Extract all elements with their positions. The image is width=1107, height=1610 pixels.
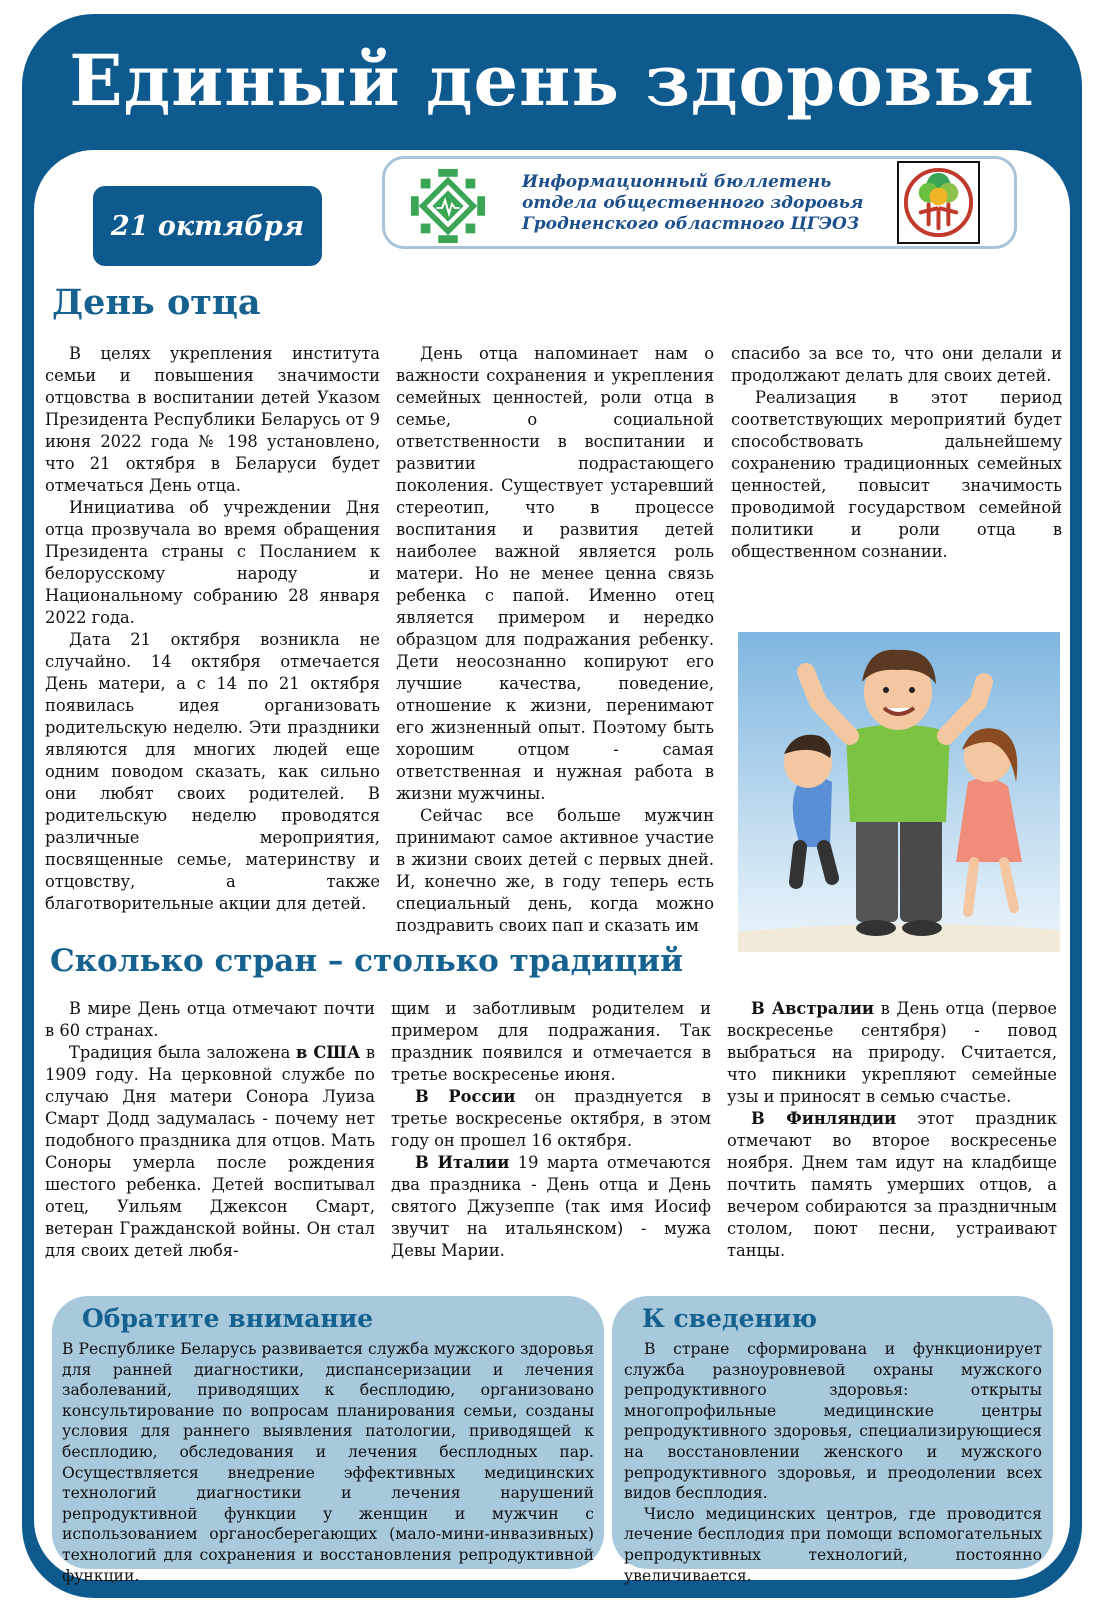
paragraph: Число медицинских центров, где проводится лечение бесплодия при помощи вспомогательных репродуктивных технологий, постоянно увеличивается.	[624, 1504, 1042, 1585]
info-title: К сведению	[642, 1304, 817, 1333]
text-run: 19 марта отмечаются два праздника - День отца и День святого Джузеппе (так имя Иосиф звучит на итальянском) - мужа Девы Марии.	[391, 1153, 711, 1260]
text-column	[45, 343, 380, 915]
belarus-ornament-icon	[409, 167, 487, 245]
info-text	[624, 1339, 1042, 1586]
father-children-illustration	[738, 632, 1060, 952]
text-column	[391, 998, 711, 1262]
attention-title: Обратите внимание	[82, 1304, 374, 1333]
bulletin-text	[522, 172, 863, 235]
bulletin-line: Информационный бюллетень	[522, 172, 832, 192]
paragraph	[391, 1152, 711, 1262]
text-run: в День отца (первое воскресенье сентября) - повод выбраться на природу. Считается, что пикники укрепляют семейные узы и приносят в семью счастье.	[727, 999, 1057, 1106]
country-name: В Финляндии	[751, 1109, 897, 1128]
text-run: он празднуется в третье воскресенье октября, в этом году он прошел 16 октября.	[391, 1087, 711, 1150]
paragraph: Сейчас все больше мужчин принимают самое активное участие в жизни своих детей с первых дней. И, конечно же, в году теперь есть специальный день, когда можно поздравить своих пап и сказать им	[396, 806, 714, 935]
page-title: Единый день здоровья	[69, 39, 1035, 122]
country-name: В России	[415, 1087, 516, 1106]
text-run: этот праздник отмечают во второе воскресенье ноября. Днем там идут на кладбище почтить память умерших отцов, а вечером собираются за праздничным столом, поют песни, устраивают танцы.	[727, 1109, 1057, 1260]
country-name: В Италии	[415, 1153, 510, 1172]
text-column	[45, 998, 375, 1262]
paragraph: Реализация в этот период соответствующих мероприятий будет способствовать дальнейшему сохранению традиционных семейных ценностей, повысит значимость проводимой государством семейной политики и роли отца в общественном сознании.	[731, 388, 1062, 561]
text-column	[396, 343, 714, 937]
date-text: 21 октября	[110, 210, 305, 242]
text-run: Традиция была заложена	[69, 1043, 296, 1062]
paragraph: В мире День отца отмечают почти в 60 странах.	[45, 999, 375, 1040]
paragraph	[391, 1086, 711, 1152]
paragraph	[727, 998, 1057, 1108]
paragraph: В стране сформирована и функционирует служба разноуровневой охраны мужского репродуктивного здоровья: открыты многопрофильные медицинские центры репродуктивного здоровья, специализирующиеся на восстановлении женского и мужского репродуктивного здоровья, и преодолении всех видов бесплодия.	[624, 1340, 1042, 1503]
paragraph: День отца напоминает нам о важности сохранения и укрепления семейных ценностей, роли отца в семье, о социальной ответственности в воспитании и развитии подрастающего поколения. Существует устаревший стереотип, что в процессе воспитания и развития детей наиболее важной является роль матери. Но не менее ценна связь ребенка с папой. Именно отец является примером и нередко образцом для подражания ребенку. Дети неосознанно копируют его лучшие качества, поведение, отношение к жизни, перенимают его жизненный опыт. Поэтому быть хорошим отцом - самая ответственная и нужная работа в жизни мужчины.	[396, 344, 714, 803]
bulletin-line: Гродненского областного ЦГЭОЗ	[522, 214, 860, 234]
bulletin-banner	[382, 156, 1017, 249]
bulletin-line: отдела общественного здоровья	[522, 193, 864, 213]
paragraph: щим и заботливым родителем и примером для подражания. Так праздник появился и отмечается в третье воскресенье июня.	[391, 999, 711, 1084]
info-box	[612, 1296, 1053, 1585]
country-name: В Австралии	[751, 999, 874, 1018]
paragraph: В Республике Беларусь развивается служба мужского здоровья для ранней диагностики, диспансеризации и лечения заболеваний, приводящих к бесплодию, организовано консультирование по вопросам планирования семьи, созданы условия для раннего выявления патологии, приводящей к бесплодию, обследования и лечения бесплодных пар. Осуществляется внедрение эффективных медицинских технологий диагностики и лечения нарушений репродуктивной функции у женщин и мужчин с использованием органосберегающих (мало-мини-инвазивных) технологий для сохранения и восстановления репродуктивной функции.	[62, 1340, 594, 1585]
attention-box	[52, 1296, 604, 1585]
text-column	[731, 343, 1062, 563]
paragraph	[45, 1042, 375, 1262]
paragraph: Дата 21 октября возникла не случайно. 14 октября отмечается День матери, а с 14 по 21 октября появилась идея организовать родительскую неделю. Эти праздники являются для многих людей еще одним поводом сказать, как сильно они любят своих родителей. В родительскую неделю проводятся различные мероприятия, посвященные семье, материнству и отцовству, а также благотворительные акции для детей.	[45, 630, 380, 913]
section-heading-father-day: День отца	[52, 282, 261, 323]
paragraph	[727, 1108, 1057, 1262]
paragraph: Инициатива об учреждении Дня отца прозвучала во время обращения Президента страны с Посланием к белорусскому народу и Национальному собранию 28 января 2022 года.	[45, 498, 380, 627]
text-column	[727, 998, 1057, 1262]
text-run: в 1909 году. На церковной службе по случаю Дня матери Сонора Луиза Смарт Додд задумалась - почему нет подобного праздника для отцов. Мать Соноры умерла после рождения шестого ребенка. Детей воспитывал отец, Уильям Джексон Смарт, ветеран Гражданской войны. Он стал для своих детей любя-	[45, 1043, 375, 1260]
paragraph: В целях укрепления института семьи и повышения значимости отцовства в воспитании детей Указом Президента Республики Беларусь от 9 июня 2022 года № 198 установлено, что 21 октября в Беларуси будет отмечаться День отца.	[45, 344, 380, 495]
paragraph: спасибо за все то, что они делали и продолжают делать для своих детей.	[731, 344, 1062, 385]
family-emblem-icon	[897, 161, 980, 244]
section-heading-traditions: Сколько стран – столько традиций	[50, 943, 684, 979]
country-name: в США	[295, 1043, 361, 1062]
attention-text	[62, 1339, 594, 1586]
date-badge	[93, 186, 322, 266]
